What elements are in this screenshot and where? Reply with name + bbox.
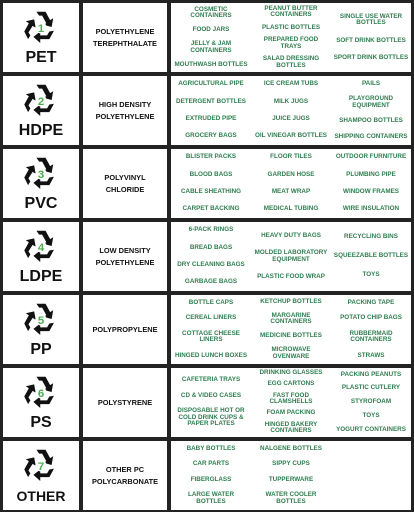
use-item: AGRICULTURAL PIPE	[178, 80, 244, 88]
use-item: CABLE SHEATHING	[180, 187, 242, 195]
symbol-cell	[3, 368, 79, 437]
symbol-cell	[3, 3, 79, 72]
use-item: HEAVY DUTY BAGS	[261, 231, 321, 239]
use-item: MEDICAL TUBING	[263, 205, 319, 213]
name-cell	[83, 76, 167, 145]
use-item: TOYS	[362, 271, 380, 279]
resin-number: 1	[37, 22, 45, 35]
resin-code: PVC	[24, 195, 58, 212]
uses-column	[251, 441, 331, 510]
use-item: SIPPY CUPS	[272, 460, 310, 468]
use-item: SALAD DRESSING BOTTLES	[262, 54, 320, 69]
name-cell	[83, 3, 167, 72]
use-item: GARBAGE BAGS	[184, 278, 238, 286]
use-item: SPORT DRINK BOTTLES	[333, 53, 409, 61]
use-item: BLOOD BAGS	[189, 170, 233, 178]
use-item: EXTRUDED PIPE	[185, 114, 237, 122]
name-cell	[83, 295, 167, 364]
use-item: STYROFOAM	[350, 398, 392, 406]
use-item: RECYCLING BINS	[344, 233, 398, 241]
plastic-row	[3, 368, 411, 437]
symbol-cell	[3, 295, 79, 364]
use-item: FOOD JARS	[192, 26, 230, 34]
use-item: SHAMPOO BOTTLES	[339, 117, 403, 125]
uses-column	[171, 222, 251, 291]
uses-column	[251, 149, 331, 218]
use-item: LARGE WATER BOTTLES	[187, 491, 235, 505]
use-item: WATER COOLER BOTTLES	[265, 491, 317, 505]
use-item: BLISTER PACKS	[185, 153, 237, 161]
uses-cell	[171, 295, 411, 364]
uses-column	[171, 441, 251, 510]
use-item: MEAT WRAP	[271, 187, 311, 195]
recycle-triangle-icon	[22, 370, 60, 414]
resin-number: 7	[37, 460, 45, 473]
use-item: EGG CARTONS	[267, 380, 315, 388]
plastic-name: OTHER PC POLYCARBONATE	[91, 464, 159, 486]
name-cell	[83, 222, 167, 291]
use-item: PREPARED FOOD TRAYS	[263, 36, 319, 50]
plastic-name: POLYPROPYLENE	[92, 324, 158, 334]
uses-cell	[171, 149, 411, 218]
use-item: CD & VIDEO CASES	[180, 391, 242, 399]
use-item: SQUEEZABLE BOTTLES	[333, 252, 409, 260]
use-item: PAILS	[361, 79, 381, 87]
resin-number: 4	[37, 241, 45, 254]
use-item: SOFT DRINK BOTTLES	[336, 36, 406, 44]
resin-code: PP	[30, 341, 52, 358]
use-item: CARPET BACKING	[182, 205, 240, 213]
name-cell	[83, 368, 167, 437]
use-item: RUBBERMAID CONTAINERS	[349, 329, 393, 344]
uses-column	[331, 441, 411, 510]
symbol-cell	[3, 76, 79, 145]
name-cell	[83, 149, 167, 218]
use-item: CEREAL LINERS	[185, 314, 237, 322]
use-item: PLASTIC BOTTLES	[261, 23, 321, 31]
use-item: TOYS	[362, 411, 380, 419]
resin-code: HDPE	[18, 122, 64, 139]
use-item: BREAD BAGS	[189, 243, 233, 251]
use-item: MICROWAVE OVENWARE	[271, 346, 311, 360]
uses-cell	[171, 222, 411, 291]
use-item: DRY CLEANING BAGS	[177, 260, 245, 268]
use-item: FLOOR TILES	[270, 153, 312, 161]
use-item: WIRE INSULATION	[342, 205, 400, 213]
use-item: CAFETERIA TRAYS	[181, 376, 241, 383]
use-item: GARDEN HOSE	[267, 170, 315, 178]
resin-number: 2	[37, 95, 45, 108]
use-item: DISPOSABLE HOT OR COLD DRINK CUPS & PAPER PLATES	[177, 407, 245, 428]
use-item: JELLY & JAM CONTAINERS	[190, 40, 232, 54]
uses-column	[251, 222, 331, 291]
uses-column	[251, 295, 331, 364]
use-item: FIBERGLASS	[190, 475, 232, 483]
plastic-row	[3, 222, 411, 291]
use-item: PEANUT BUTTER CONTAINERS	[264, 4, 318, 19]
resin-code: PS	[30, 414, 52, 431]
use-item: MILK JUGS	[273, 97, 309, 105]
use-item: SINGLE USE WATER BOTTLES	[339, 12, 403, 27]
uses-column	[331, 295, 411, 364]
use-item: TUPPERWARE	[268, 475, 314, 483]
use-item: MOUTHWASH BOTTLES	[174, 60, 248, 68]
uses-cell	[171, 3, 411, 72]
uses-cell	[171, 368, 411, 437]
use-item: YOGURT CONTAINERS	[336, 425, 406, 433]
use-item: SHIPPING CONTAINERS	[334, 132, 408, 140]
use-item: FAST FOOD CLAMSHELLS	[269, 391, 313, 406]
use-item: MARGARINE CONTAINERS	[270, 311, 312, 326]
use-item: WINDOW FRAMES	[343, 187, 399, 195]
uses-column	[171, 368, 251, 437]
uses-column	[251, 3, 331, 72]
uses-column	[331, 368, 411, 437]
recycle-triangle-icon	[22, 224, 60, 268]
plastic-row	[3, 3, 411, 72]
use-item: PLASTIC CUTLERY	[341, 384, 401, 392]
use-item: HINGED LUNCH BOXES	[174, 351, 248, 359]
uses-column	[171, 3, 251, 72]
use-item: MOLDED LABORATORY EQUIPMENT	[254, 248, 328, 263]
use-item: DRINKING GLASSES	[259, 369, 323, 377]
plastic-name: HIGH DENSITY POLYETHYLENE	[95, 99, 155, 121]
recycle-triangle-icon	[22, 78, 60, 122]
symbol-cell	[3, 441, 79, 510]
use-item: OIL VINEGAR BOTTLES	[255, 132, 327, 140]
use-item: COTTAGE CHEESE LINERS	[182, 329, 240, 344]
use-item: MEDICINE BOTTLES	[260, 332, 322, 340]
uses-column	[171, 295, 251, 364]
recycle-triangle-icon	[22, 443, 60, 487]
use-item: ICE CREAM TUBS	[263, 80, 319, 88]
use-item: OUTDOOR FURNITURE	[335, 153, 407, 161]
uses-column	[171, 149, 251, 218]
use-item: COSMETIC CONTAINERS	[190, 5, 232, 20]
use-item: 6-PACK RINGS	[188, 226, 234, 234]
uses-column	[331, 149, 411, 218]
resin-number: 6	[37, 387, 45, 400]
use-item: PLASTIC FOOD WRAP	[257, 272, 325, 280]
use-item: DETERGENT BOTTLES	[176, 97, 246, 105]
use-item: HINGED BAKERY CONTAINERS	[264, 420, 318, 435]
plastic-row	[3, 295, 411, 364]
recycle-triangle-icon	[22, 151, 60, 195]
uses-cell	[171, 441, 411, 510]
symbol-cell	[3, 149, 79, 218]
uses-cell	[171, 76, 411, 145]
use-item: PACKING PEANUTS	[340, 370, 402, 378]
use-item: PLAYGROUND EQUIPMENT	[348, 95, 394, 109]
resin-code: OTHER	[16, 488, 66, 504]
use-item: POTATO CHIP BAGS	[340, 314, 402, 322]
resin-number: 3	[37, 168, 45, 181]
uses-column	[331, 3, 411, 72]
use-item: KETCHUP BOTTLES	[260, 297, 322, 305]
uses-column	[251, 76, 331, 145]
plastic-name: POLYSTYRENE	[97, 397, 153, 407]
use-item: CAR PARTS	[192, 460, 230, 468]
symbol-cell	[3, 222, 79, 291]
resin-code: PET	[25, 49, 57, 66]
use-item: GROCERY BAGS	[185, 132, 237, 140]
plastic-name: POLYVINYL CHLORIDE	[104, 172, 146, 194]
use-item: BABY BOTTLES	[186, 444, 236, 452]
uses-column	[331, 76, 411, 145]
use-item: NALGENE BOTTLES	[260, 444, 322, 452]
use-item: PLUMBING PIPE	[346, 170, 396, 178]
recycle-triangle-icon	[22, 5, 60, 49]
resin-code: LDPE	[19, 268, 63, 285]
name-cell	[83, 441, 167, 510]
use-item: STRAWS	[357, 351, 385, 359]
uses-column	[251, 368, 331, 437]
plastic-row	[3, 441, 411, 510]
use-item: JUICE JUGS	[272, 114, 310, 122]
uses-column	[331, 222, 411, 291]
uses-column	[171, 76, 251, 145]
recycle-triangle-icon	[22, 297, 60, 341]
use-item: FOAM PACKING	[266, 409, 316, 417]
use-item: BOTTLE CAPS	[188, 298, 234, 306]
plastic-row	[3, 149, 411, 218]
plastic-name: LOW DENSITY POLYETHYLENE	[95, 245, 155, 267]
plastic-row	[3, 76, 411, 145]
use-item: PACKING TAPE	[347, 298, 395, 306]
resin-number: 5	[37, 314, 45, 327]
plastic-name: POLYETHYLENE TEREPHTHALATE	[93, 26, 157, 48]
